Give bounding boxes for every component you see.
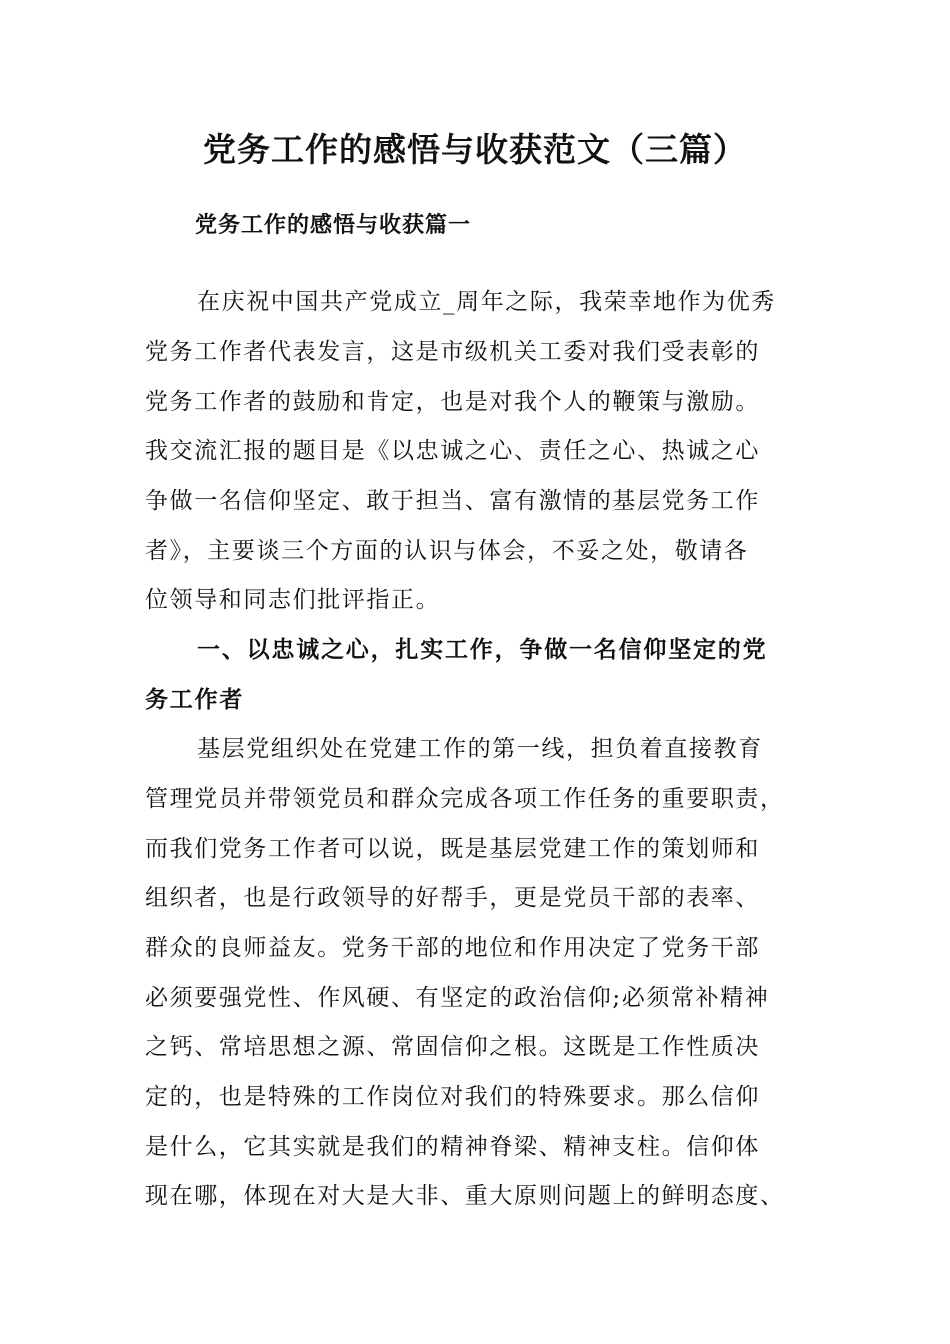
paragraph-line: 之钙、常培思想之源、常固信仰之根。这既是工作性质决	[145, 1034, 760, 1060]
subheading-line: 务工作者	[145, 687, 245, 713]
paragraph-line: 基层党组织处在党建工作的第一线，担负着直接教育	[197, 736, 763, 762]
paragraph-line: 定的，也是特殊的工作岗位对我们的特殊要求。那么信仰	[145, 1084, 760, 1110]
paragraph-line: 我交流汇报的题目是《以忠诚之心、责任之心、热诚之心	[145, 438, 760, 464]
paragraph-line: 组织者，也是行政领导的好帮手，更是党员干部的表率、	[145, 885, 760, 911]
paragraph-line: 管理党员并带领党员和群众完成各项工作任务的重要职责，	[145, 786, 785, 812]
paragraph-line: 党务工作者代表发言，这是市级机关工委对我们受表彰的	[145, 339, 760, 365]
paragraph-line: 群众的良师益友。党务干部的地位和作用决定了党务干部	[145, 935, 760, 961]
document-title: 党务工作的感悟与收获范文（三篇）	[203, 130, 747, 169]
paragraph-line: 现在哪，体现在对大是大非、重大原则问题上的鲜明态度、	[145, 1183, 785, 1209]
paragraph-line: 者》，主要谈三个方面的认识与体会，不妥之处，敬请各	[145, 538, 749, 564]
paragraph-line: 党务工作者的鼓励和肯定，也是对我个人的鞭策与激励。	[145, 389, 760, 415]
paragraph-line: 是什么，它其实就是我们的精神脊梁、精神支柱。信仰体	[145, 1134, 760, 1160]
paragraph-line: 争做一名信仰坚定、敢于担当、富有激情的基层党务工作	[145, 488, 760, 514]
paragraph-line: 必须要强党性、作风硬、有坚定的政治信仰;必须常补精神	[145, 985, 770, 1011]
paragraph-line: 而我们党务工作者可以说，既是基层党建工作的策划师和	[145, 836, 760, 862]
paragraph-line: 在庆祝中国共产党成立_周年之际，我荣幸地作为优秀	[197, 289, 776, 315]
subheading-line: 一、以忠诚之心，扎实工作，争做一名信仰坚定的党	[197, 637, 768, 663]
paragraph-line: 位领导和同志们批评指正。	[145, 587, 441, 613]
section-heading: 党务工作的感悟与收获篇一	[195, 213, 472, 238]
